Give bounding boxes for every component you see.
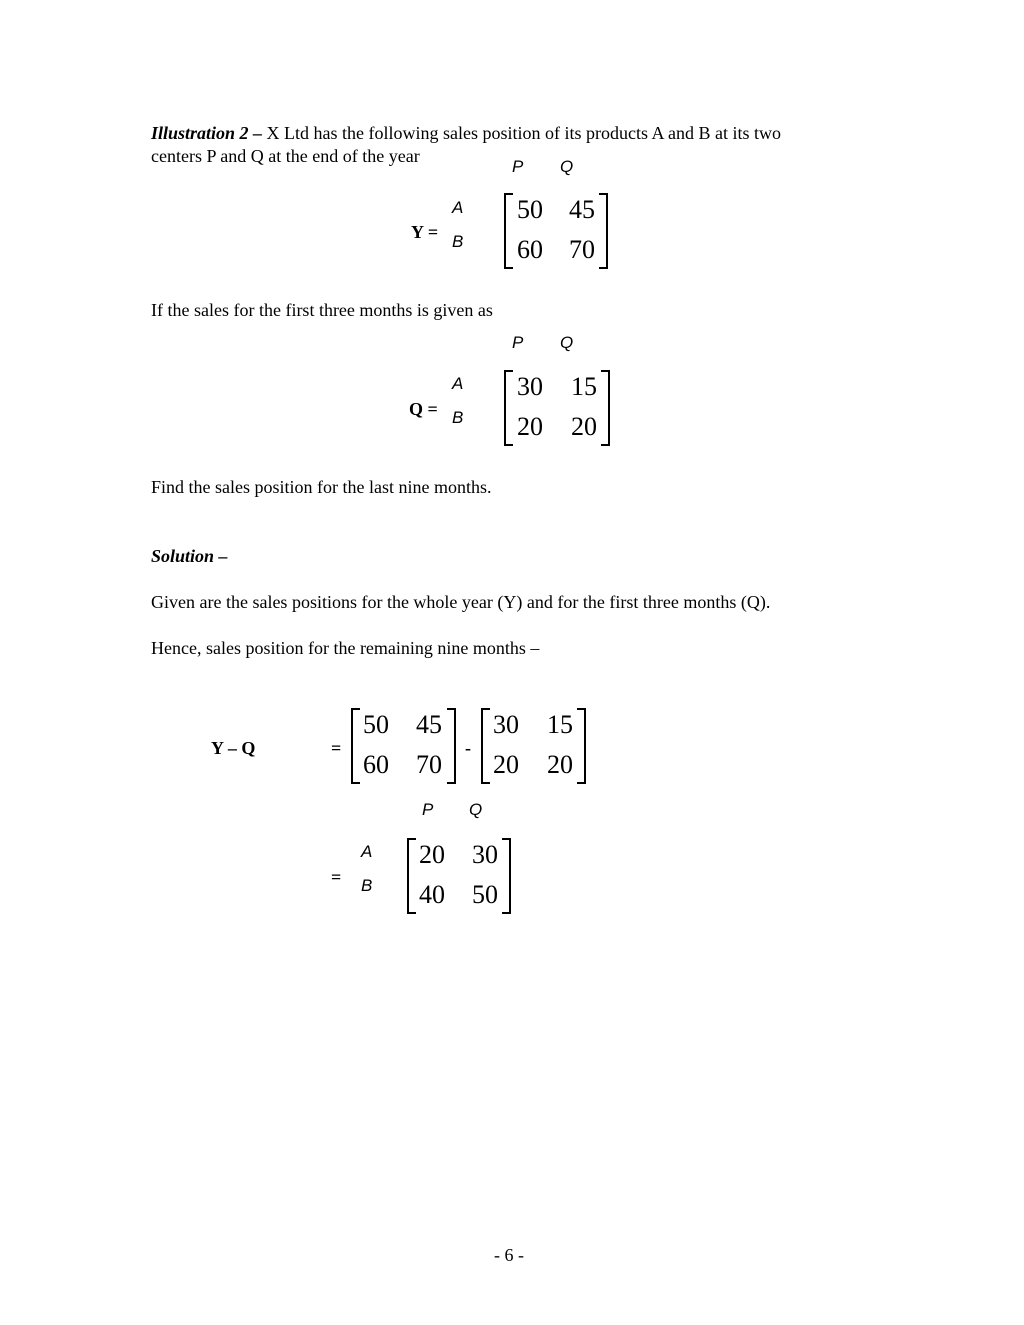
col-label-q: Q	[560, 157, 574, 176]
col-label-q: Q	[560, 333, 574, 352]
matrix-cell: 60	[363, 750, 389, 779]
matrix-cell: 30	[493, 710, 519, 739]
matrix-y-cell: 50	[517, 195, 543, 224]
equals-sign: =	[331, 738, 342, 758]
row-label-a: A	[452, 374, 464, 393]
row-label-a: A	[361, 842, 373, 861]
matrix-q-cell: 15	[571, 372, 597, 401]
matrix-result-cell: 20	[419, 840, 445, 869]
matrix-q-cell: 20	[571, 412, 597, 441]
row-label-b: B	[452, 232, 464, 251]
matrix-q-repeat	[481, 708, 586, 784]
first-three-months-sentence: If the sales for the first three months is given as	[151, 300, 493, 320]
matrix-q	[504, 370, 610, 446]
solution-hence-text: Hence, sales position for the remaining nine months –	[151, 638, 540, 658]
matrix-right-bracket	[577, 708, 586, 784]
matrix-right-bracket	[601, 370, 610, 446]
intro-line-1	[151, 122, 781, 144]
matrix-cell: 20	[547, 750, 573, 779]
matrix-y-cell: 70	[569, 235, 595, 264]
col-label-p: P	[512, 333, 524, 352]
question-text: Find the sales position for the last nine months.	[151, 477, 492, 497]
matrix-left-bracket	[504, 370, 513, 446]
matrix-left-bracket	[407, 838, 416, 914]
equation-lhs: Y – Q	[211, 738, 256, 758]
matrix-result	[407, 838, 511, 914]
matrix-y-label: Y =	[411, 222, 439, 242]
matrix-q-label: Q =	[409, 399, 438, 419]
matrix-result-cell: 50	[472, 880, 498, 909]
col-label-p: P	[512, 157, 524, 176]
matrix-y-cell: 45	[569, 195, 595, 224]
intro-line-2: centers P and Q at the end of the year	[151, 146, 420, 166]
solution-given-text: Given are the sales positions for the whole year (Y) and for the first three months (Q).	[151, 592, 771, 612]
matrix-y-cell: 60	[517, 235, 543, 264]
col-label-q: Q	[469, 800, 483, 819]
matrix-left-bracket	[481, 708, 490, 784]
matrix-right-bracket	[447, 708, 456, 784]
row-label-a: A	[452, 198, 464, 217]
matrix-q-cell: 20	[517, 412, 543, 441]
row-label-b: B	[452, 408, 464, 427]
matrix-cell: 45	[416, 710, 442, 739]
matrix-cell: 20	[493, 750, 519, 779]
matrix-left-bracket	[504, 193, 513, 269]
matrix-right-bracket	[502, 838, 511, 914]
col-label-p: P	[422, 800, 434, 819]
matrix-y-repeat	[351, 708, 456, 784]
illustration-title: Illustration 2 –	[151, 123, 263, 143]
equals-sign: =	[331, 867, 342, 887]
intro-text-1: X Ltd has the following sales position of its products A and B at its two	[262, 123, 782, 143]
matrix-cell: 70	[416, 750, 442, 779]
minus-sign: -	[465, 738, 471, 758]
matrix-cell: 15	[547, 710, 573, 739]
matrix-left-bracket	[351, 708, 360, 784]
matrix-cell: 50	[363, 710, 389, 739]
page-number: - 6 -	[494, 1245, 524, 1265]
solution-heading: Solution –	[151, 546, 228, 566]
matrix-right-bracket	[599, 193, 608, 269]
row-label-b: B	[361, 876, 373, 895]
matrix-result-cell: 40	[419, 880, 445, 909]
matrix-result-cell: 30	[472, 840, 498, 869]
matrix-y	[504, 193, 608, 269]
matrix-q-cell: 30	[517, 372, 543, 401]
